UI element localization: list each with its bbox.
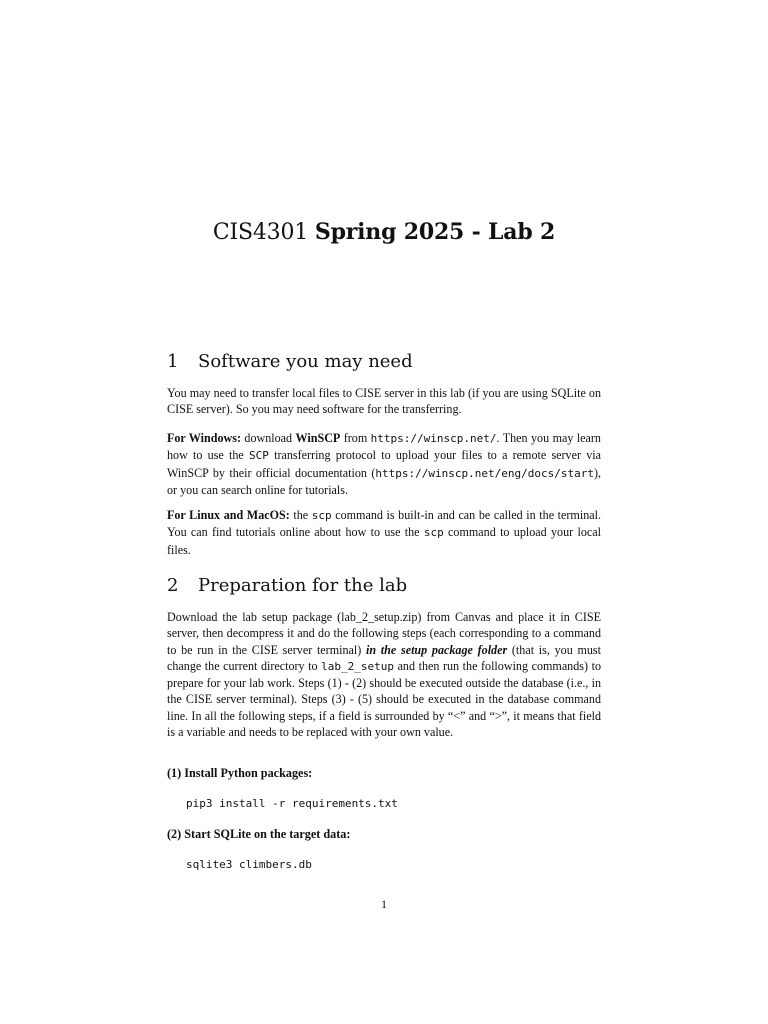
setup-directory: lab_2_setup [321, 659, 394, 673]
scp-command-1: scp [311, 509, 332, 522]
winscp-url: https://winscp.net/ [370, 432, 497, 445]
section-2-text-1: Download the lab setup package (lab_2_setup.zip) from Canvas and place it in CISE server, then decompress it and do the following steps (each corresponding to a command to be run in the CISE server terminal) [167, 610, 601, 657]
winscp-name: WinSCP [295, 431, 341, 445]
section-2-number: 2 [167, 575, 179, 596]
section-2-text-2: (that is, you must change the current directory to [167, 642, 601, 673]
linux-text-2: command is built-in and can be called in the terminal. You can find tutorials online about how to use the [167, 508, 601, 540]
scp-command-2: scp [423, 526, 444, 540]
windows-text-3: . Then you may learn how to use the [167, 431, 601, 463]
section-1-number: 1 [167, 351, 179, 372]
section-2-heading [167, 575, 407, 596]
linux-text-1: the [289, 508, 312, 522]
windows-text-4: transferring protocol to upload your files to a remote server via WinSCP by their official documentation ( [167, 448, 601, 480]
setup-folder-emphasis: in the setup package folder [366, 642, 508, 657]
title-course: CIS4301 [212, 220, 309, 245]
section-1-intro: You may need to transfer local files to CISE server in this lab (if you are using SQLite on CISE server). So you may need software for the transferring. [167, 386, 601, 417]
step-1-code: pip3 install -r requirements.txt [186, 797, 398, 810]
windows-text-2: from [340, 431, 371, 445]
winscp-docs-url: https://winscp.net/eng/docs/start [375, 466, 594, 480]
section-1-title: Software you may need [198, 351, 413, 372]
linux-label: For Linux and MacOS: [167, 508, 290, 522]
document-title [167, 219, 601, 245]
section-1-heading [167, 351, 413, 372]
step-2-code: sqlite3 climbers.db [186, 858, 312, 871]
windows-paragraph [167, 430, 601, 498]
section-2-text-3: and then run the following commands) to prepare for your lab work. Steps (1) - (2) should be executed outside the database (i.e., in the CISE server terminal). Steps (3) - (5) should be executed in the database command line. In all the following steps, if a field is surrounded by “<” and “>”, it means that field is a variable and needs to be replaced with your own value. [167, 658, 601, 740]
windows-text-5: ), or you can search online for tutorials. [167, 465, 601, 497]
step-1-heading: (1) Install Python packages: [167, 766, 313, 780]
linux-paragraph [167, 507, 601, 558]
linux-text-3: command to upload your local files. [167, 525, 601, 557]
page-number: 1 [381, 897, 387, 911]
windows-label: For Windows: [167, 431, 241, 445]
scp-protocol: SCP [249, 449, 269, 463]
section-2-title: Preparation for the lab [198, 575, 408, 596]
step-2-heading: (2) Start SQLite on the target data: [167, 827, 351, 841]
section-2-paragraph [167, 609, 601, 740]
windows-text-1: download [240, 431, 296, 445]
title-term: Spring 2025 - Lab 2 [314, 219, 556, 245]
